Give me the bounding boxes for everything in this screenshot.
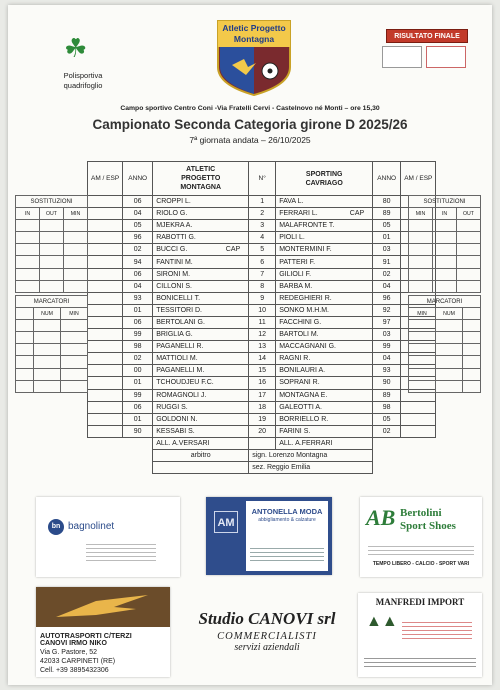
away-birth-year: 91	[373, 256, 401, 268]
home-am-cell	[88, 329, 123, 341]
away-team-header: SPORTING CAVRIAGO	[276, 162, 373, 196]
away-am-cell	[401, 413, 436, 425]
player-row	[88, 256, 436, 268]
home-player: BERTOLANI G.	[153, 316, 249, 328]
shirt-number: 17	[249, 389, 276, 401]
shirt-number: 9	[249, 292, 276, 304]
bagnolinet-address-lines	[86, 541, 156, 563]
bagnolinet-name: bagnolinet	[68, 521, 115, 532]
away-birth-year: 03	[373, 329, 401, 341]
away-player: REDEGHIERI R.	[276, 292, 373, 304]
home-am-cell	[88, 401, 123, 413]
home-birth-year: 90	[123, 425, 153, 437]
away-birth-year: 89	[373, 208, 401, 220]
home-birth-year: 02	[123, 244, 153, 256]
round-date: 7ª giornata andata – 26/10/2025	[189, 135, 311, 145]
home-birth-year: 96	[123, 232, 153, 244]
am-esp-header-away: AM / ESP	[401, 162, 436, 196]
home-birth-year: 00	[123, 365, 153, 377]
eagle-logo-icon	[36, 587, 170, 627]
shirt-number: 13	[249, 341, 276, 353]
shirt-number: 1	[249, 196, 276, 208]
home-birth-year: 06	[123, 316, 153, 328]
player-row	[88, 196, 436, 208]
manfredi-name: MANFREDI IMPORT	[375, 597, 465, 607]
player-row	[88, 220, 436, 232]
shirt-number: 18	[249, 401, 276, 413]
table-header	[88, 162, 436, 196]
home-player: BUCCI G. CAP	[153, 244, 249, 256]
home-am-cell	[88, 220, 123, 232]
home-birth-year: 99	[123, 389, 153, 401]
away-player: PIOLI L.	[276, 232, 373, 244]
away-player: MACCAGNANI G.	[276, 341, 373, 353]
home-birth-year: 01	[123, 304, 153, 316]
antonella-logo-icon: AM	[214, 511, 238, 533]
home-player: FANTINI M.	[153, 256, 249, 268]
away-player: GILIOLI F.	[276, 268, 373, 280]
home-birth-year: 98	[123, 341, 153, 353]
away-player: MALAFRONTE T.	[276, 220, 373, 232]
crest-name-line1: Atletic Progetto	[222, 23, 286, 33]
home-am-cell	[88, 353, 123, 365]
away-birth-year: 97	[373, 316, 401, 328]
away-score-box	[426, 46, 466, 68]
home-am-cell	[88, 389, 123, 401]
player-row	[88, 244, 436, 256]
away-player: BORRIELLO R.	[276, 413, 373, 425]
lineup-table	[87, 161, 436, 474]
away-player: RAGNI R.	[276, 353, 373, 365]
away-player: PATTERI F.	[276, 256, 373, 268]
away-subs-label: SOSTITUZIONI	[409, 196, 481, 208]
home-am-cell	[88, 232, 123, 244]
home-player: CILLONI S.	[153, 280, 249, 292]
away-player: FAVA L.	[276, 196, 373, 208]
home-birth-year: 06	[123, 401, 153, 413]
home-team-header: ATLETIC PROGETTO MONTAGNA	[153, 162, 249, 196]
away-scorers-panel: MARCATORI MIN NUM	[408, 295, 481, 393]
trees-logo-icon: ▲▲	[366, 613, 398, 630]
home-am-cell	[88, 208, 123, 220]
ad-manfredi-import	[358, 593, 482, 677]
bertolini-subname: Sport Shoes	[400, 520, 456, 532]
player-row	[88, 304, 436, 316]
player-row	[88, 329, 436, 341]
home-birth-year: 94	[123, 256, 153, 268]
away-player: BONILAURI A.	[276, 365, 373, 377]
home-am-cell	[88, 268, 123, 280]
player-row	[88, 401, 436, 413]
home-birth-year: 05	[123, 220, 153, 232]
player-row	[88, 232, 436, 244]
club-name: Polisportiva quadrifoglio	[63, 71, 103, 90]
away-birth-year: 99	[373, 341, 401, 353]
home-player: KESSABI S.	[153, 425, 249, 437]
home-birth-year: 01	[123, 413, 153, 425]
player-row	[88, 413, 436, 425]
referee-section: sez. Reggio Emilia	[249, 462, 373, 474]
home-player: PAGANELLI M.	[153, 365, 249, 377]
club-crest-icon	[214, 19, 294, 97]
coaches-row	[88, 437, 436, 449]
away-player: SOPRANI R.	[276, 377, 373, 389]
player-row	[88, 292, 436, 304]
home-player: SIRONI M.	[153, 268, 249, 280]
bertolini-logo-icon: AB	[366, 505, 396, 530]
away-birth-year: 89	[373, 389, 401, 401]
manfredi-address-lines	[364, 655, 476, 667]
away-am-cell	[401, 401, 436, 413]
away-birth-year: 03	[373, 244, 401, 256]
home-am-cell	[88, 365, 123, 377]
home-birth-year: 06	[123, 268, 153, 280]
bertolini-tagline: TEMPO LIBERO - CALCIO - SPORT VARI	[372, 561, 470, 567]
ad-studio-canovi: Studio CANOVI srl COMMERCIALISTI servizi aziendali	[198, 609, 336, 653]
player-row	[88, 268, 436, 280]
player-row	[88, 389, 436, 401]
home-score-box	[382, 46, 422, 68]
bagnolinet-logo-icon: bn	[48, 519, 64, 535]
home-am-cell	[88, 316, 123, 328]
ad-bagnolinet	[36, 497, 180, 577]
crest-name-line2: Montagna	[233, 34, 275, 44]
away-player: FERRARI L. CAP	[276, 208, 373, 220]
shirt-number: 11	[249, 316, 276, 328]
player-row	[88, 365, 436, 377]
home-player: ROMAGNOLI J.	[153, 389, 249, 401]
away-captain-mark: CAP	[349, 210, 365, 218]
home-player: MATTIOLI M.	[153, 353, 249, 365]
away-player: BARTOLI M.	[276, 329, 373, 341]
player-row	[88, 425, 436, 437]
home-am-cell	[88, 341, 123, 353]
away-birth-year: 92	[373, 304, 401, 316]
shirt-number: 6	[249, 256, 276, 268]
home-player: PAGANELLI R.	[153, 341, 249, 353]
away-player: GALEOTTI A.	[276, 401, 373, 413]
home-coach: ALL. A.VERSARI	[153, 437, 249, 449]
bertolini-name: Bertolini	[400, 507, 442, 519]
referee-label: arbitro	[153, 449, 249, 461]
away-birth-year: 02	[373, 425, 401, 437]
referee-row	[88, 449, 436, 461]
away-birth-year: 98	[373, 401, 401, 413]
anno-header: ANNO	[123, 162, 153, 196]
shirt-number: 2	[249, 208, 276, 220]
referee-name: sign. Lorenzo Montagna	[249, 449, 373, 461]
home-player: BRIGLIA G.	[153, 329, 249, 341]
ad-bertolini	[360, 497, 482, 577]
away-subs-panel: SOSTITUZIONI MIN IN OUT	[408, 195, 481, 293]
home-birth-year: 01	[123, 377, 153, 389]
home-player: BONICELLI T.	[153, 292, 249, 304]
player-row	[88, 353, 436, 365]
away-am-cell	[401, 425, 436, 437]
home-player: TCHOUDJEU F.C.	[153, 377, 249, 389]
away-player: FARINI S.	[276, 425, 373, 437]
player-row	[88, 377, 436, 389]
antonella-name: ANTONELLA MODA	[251, 507, 323, 516]
player-row	[88, 280, 436, 292]
away-player: FACCHINI G.	[276, 316, 373, 328]
away-player: MONTAGNA E.	[276, 389, 373, 401]
home-birth-year: 04	[123, 280, 153, 292]
bertolini-address-lines	[368, 543, 474, 555]
shirt-number: 8	[249, 280, 276, 292]
am-esp-header: AM / ESP	[88, 162, 123, 196]
home-birth-year: 93	[123, 292, 153, 304]
home-captain-mark: CAP	[225, 246, 241, 254]
shirt-number: 7	[249, 268, 276, 280]
shirt-number: 19	[249, 413, 276, 425]
away-scorers-label: MARCATORI	[409, 296, 481, 308]
number-header: N°	[249, 162, 276, 196]
away-birth-year: 90	[373, 377, 401, 389]
away-player: MONTERMINI F.	[276, 244, 373, 256]
away-birth-year: 02	[373, 268, 401, 280]
home-birth-year: 02	[123, 353, 153, 365]
final-result-label: RISULTATO FINALE	[386, 29, 468, 43]
away-coach: ALL. A.FERRARI	[276, 437, 373, 449]
shirt-number: 16	[249, 377, 276, 389]
away-birth-year: 80	[373, 196, 401, 208]
home-birth-year: 99	[123, 329, 153, 341]
ad-antonella-moda	[206, 497, 332, 575]
away-birth-year: 05	[373, 413, 401, 425]
home-am-cell	[88, 413, 123, 425]
home-subs-panel: SOSTITUZIONI IN OUT MIN	[15, 195, 88, 293]
home-am-cell	[88, 425, 123, 437]
home-am-cell	[88, 280, 123, 292]
home-am-cell	[88, 292, 123, 304]
away-birth-year: 93	[373, 365, 401, 377]
home-birth-year: 06	[123, 196, 153, 208]
home-birth-year: 04	[123, 208, 153, 220]
referee-section-row	[88, 462, 436, 474]
manfredi-tagline-lines	[402, 619, 472, 641]
antonella-address-lines	[250, 545, 324, 563]
player-row	[88, 316, 436, 328]
home-player: TESSITORI D.	[153, 304, 249, 316]
shirt-number: 12	[249, 329, 276, 341]
home-am-cell	[88, 304, 123, 316]
away-birth-year: 01	[373, 232, 401, 244]
away-player: BARBA M.	[276, 280, 373, 292]
shirt-number: 15	[249, 365, 276, 377]
clover-icon: ☘	[64, 33, 88, 63]
home-am-cell	[88, 256, 123, 268]
away-birth-year: 96	[373, 292, 401, 304]
home-am-cell	[88, 244, 123, 256]
away-birth-year: 04	[373, 353, 401, 365]
home-player: GOLDONI N.	[153, 413, 249, 425]
anno-header-away: ANNO	[373, 162, 401, 196]
shirt-number: 5	[249, 244, 276, 256]
venue-info: Campo sportivo Centro Coni -Via Fratelli Cervi - Castelnovo né Monti – ore 15,30	[120, 105, 380, 112]
home-player: CROPPI L.	[153, 196, 249, 208]
home-player: RABOTTI G.	[153, 232, 249, 244]
player-row	[88, 208, 436, 220]
home-subs-label: SOSTITUZIONI	[16, 196, 88, 208]
away-birth-year: 05	[373, 220, 401, 232]
shirt-number: 10	[249, 304, 276, 316]
home-scorers-panel: MARCATORI NUM MIN	[15, 295, 88, 393]
home-player: RUGGI S.	[153, 401, 249, 413]
ad-autotrasporti: AUTOTRASPORTI C/TERZI CANOVI IRMO NIKO Via G. Pastore, 52 42033 CARPINETI (RE) Cell. +39 3895432306	[36, 587, 170, 677]
match-sheet	[8, 5, 492, 685]
shirt-number: 20	[249, 425, 276, 437]
antonella-tagline: abbigliamento & calzature	[258, 517, 316, 523]
championship-title: Campionato Seconda Categoria girone D 2025/26	[92, 117, 408, 132]
shirt-number: 3	[249, 220, 276, 232]
home-am-cell	[88, 196, 123, 208]
home-am-cell	[88, 377, 123, 389]
home-scorers-label: MARCATORI	[16, 296, 88, 308]
player-row	[88, 341, 436, 353]
home-player: MJEKRA A.	[153, 220, 249, 232]
away-birth-year: 04	[373, 280, 401, 292]
away-player: SONKO M.H.M.	[276, 304, 373, 316]
shirt-number: 4	[249, 232, 276, 244]
shirt-number: 14	[249, 353, 276, 365]
home-player: RIOLO G.	[153, 208, 249, 220]
